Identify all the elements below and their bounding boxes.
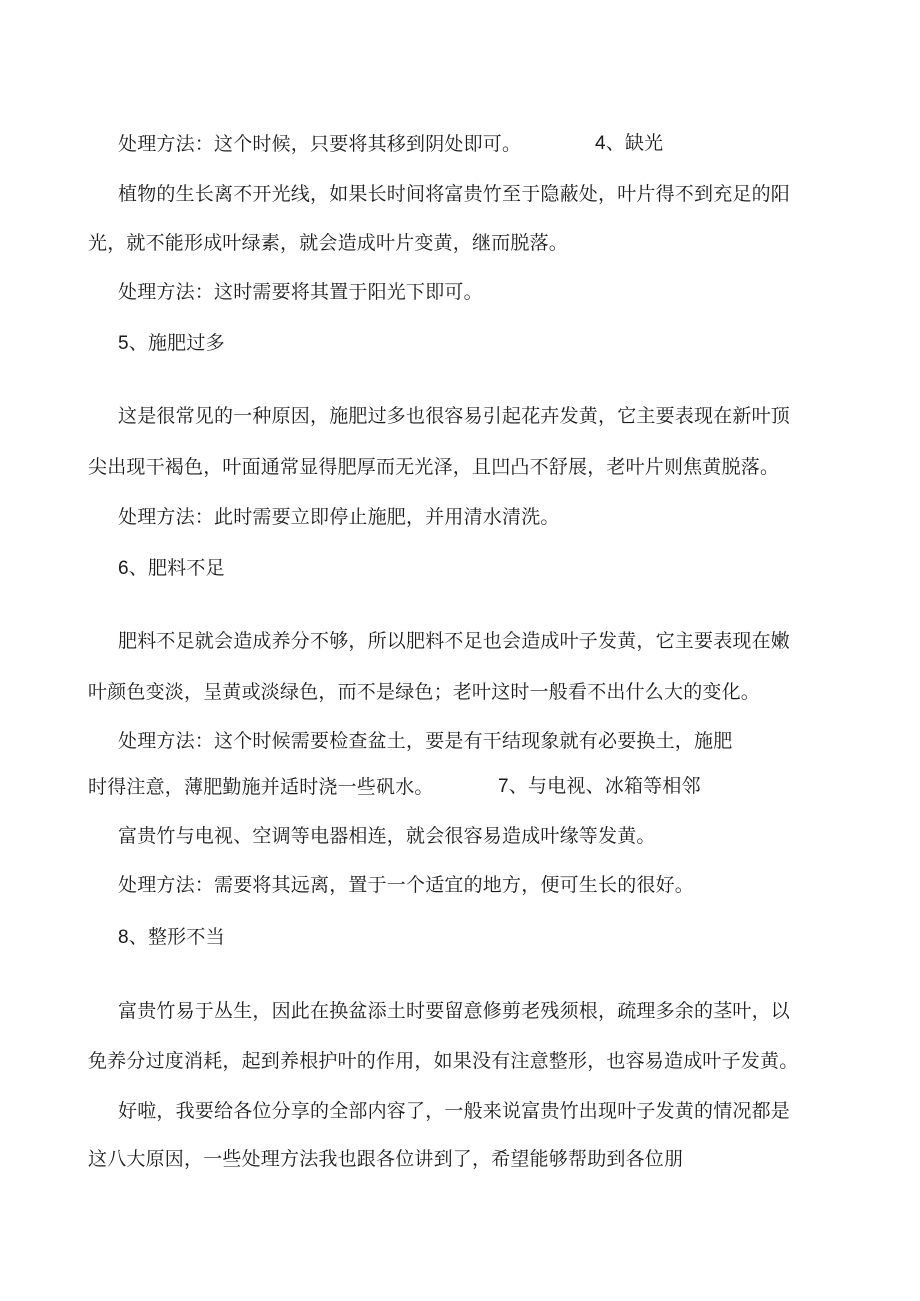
paragraph-line: 这八大原因，一些处理方法我也跟各位讲到了，希望能够帮助到各位朋: [88, 1148, 684, 1170]
paragraph-line: 处理方法：需要将其远离，置于一个适宜的地方，便可生长的很好。: [118, 874, 695, 896]
section-heading: [498, 775, 701, 799]
section-heading: [595, 132, 663, 156]
text-segment: 处理方法：这个时候，只要将其移到阴处即可。: [118, 133, 522, 155]
paragraph-line: 处理方法：这个时候需要检查盆土，要是有干结现象就有必要换土，施肥: [118, 730, 733, 752]
paragraph-line: [118, 132, 521, 156]
paragraph-line: [88, 775, 434, 799]
paragraph-line: 富贵竹易于丛生，因此在换盆添土时要留意修剪老残须根，疏理多余的茎叶，以: [118, 1000, 791, 1022]
paragraph-line: 富贵竹与电视、空调等电器相连，就会很容易造成叶缘等发黄。: [118, 825, 656, 847]
paragraph-line: 植物的生长离不开光线，如果长时间将富贵竹至于隐蔽处，叶片得不到充足的阳: [118, 183, 791, 205]
heading-text: 7、与电视、冰箱等相邻: [498, 776, 701, 797]
paragraph-line: 这是很常见的一种原因，施肥过多也很容易引起花卉发黄，它主要表现在新叶顶: [118, 405, 791, 427]
paragraph-line: 免养分过度消耗，起到养根护叶的作用，如果没有注意整形，也容易造成叶子发黄。: [88, 1050, 799, 1072]
paragraph-line: 处理方法：此时需要立即停止施肥，并用清水清洗。: [118, 506, 560, 528]
section-heading: 6、肥料不足: [118, 558, 225, 579]
text-segment: 时得注意，薄肥勤施并适时浇一些矾水。: [88, 776, 434, 798]
paragraph-line: 好啦，我要给各位分享的全部内容了，一般来说富贵竹出现叶子发黄的情况都是: [118, 1100, 791, 1122]
paragraph-line: 处理方法：这时需要将其置于阳光下即可。: [118, 281, 483, 303]
section-heading: 5、施肥过多: [118, 333, 225, 354]
paragraph-line: 叶颜色变淡，呈黄或淡绿色，而不是绿色；老叶这时一般看不出什么大的变化。: [88, 681, 761, 703]
section-heading: 8、整形不当: [118, 927, 225, 948]
heading-text: 4、缺光: [595, 133, 664, 154]
paragraph-line: 光，就不能形成叶绿素，就会造成叶片变黄，继而脱落。: [88, 232, 569, 254]
paragraph-line: 肥料不足就会造成养分不够，所以肥料不足也会造成叶子发黄，它主要表现在嫩: [118, 630, 791, 652]
paragraph-line: 尖出现干褐色，叶面通常显得肥厚而无光泽，且凹凸不舒展，老叶片则焦黄脱落。: [88, 456, 780, 478]
